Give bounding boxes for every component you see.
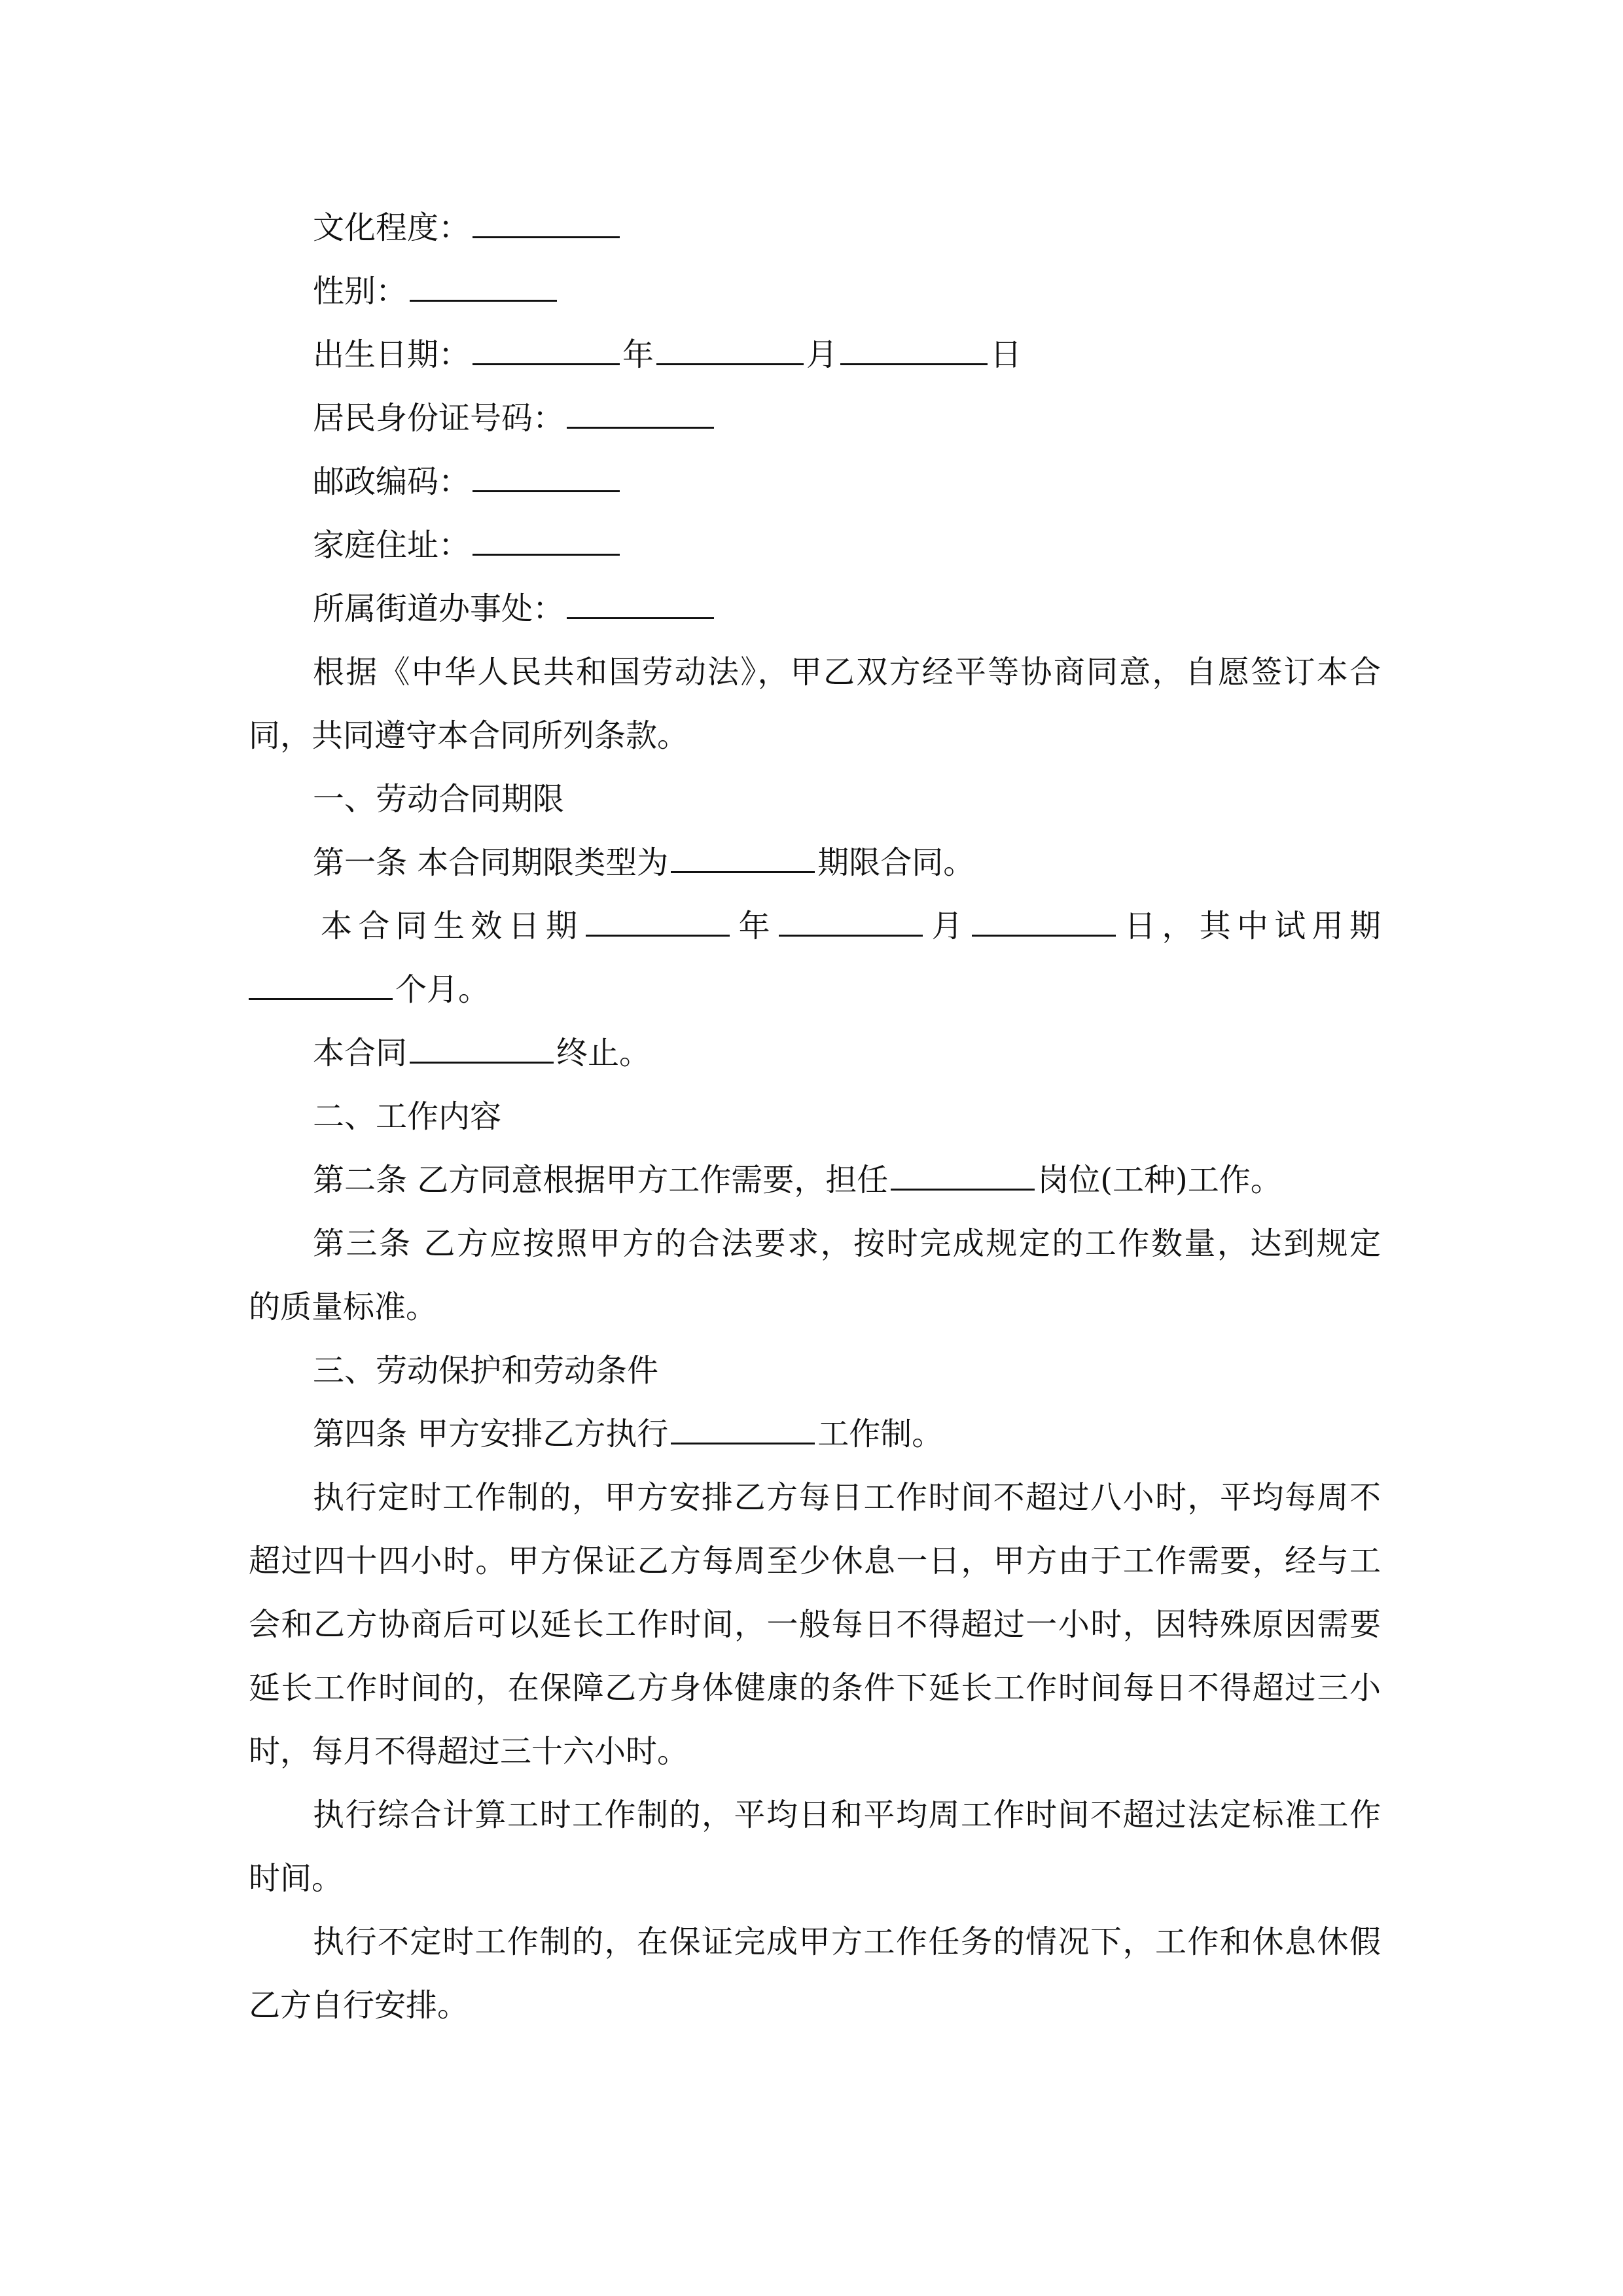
- position-blank[interactable]: [891, 1162, 1035, 1191]
- flexible-hours-line-2: 乙方自行安排。: [249, 1987, 469, 2024]
- work-system-blank[interactable]: [671, 1416, 815, 1444]
- effective-month-blank[interactable]: [779, 908, 923, 937]
- education-blank[interactable]: [473, 210, 620, 238]
- flexible-hours-line-1: 执行不定时工作制的，在保证完成甲方工作任务的情况下，工作和休息休假: [313, 1924, 1381, 1960]
- termination-line: 本合同 终止。: [313, 1035, 651, 1071]
- address-blank[interactable]: [473, 528, 620, 556]
- birth-year-blank[interactable]: [473, 337, 620, 365]
- birth-day-blank[interactable]: [840, 337, 988, 365]
- termination-blank[interactable]: [410, 1035, 554, 1064]
- field-birthdate: 出生日期： 年 月 日: [313, 336, 1022, 373]
- probation-line: 个月。: [249, 958, 1381, 1022]
- field-postcode: 邮政编码：: [249, 450, 1381, 514]
- field-address: 家庭住址：: [249, 514, 1381, 577]
- field-education: 文化程度：: [249, 196, 1381, 260]
- article-3-line-2: 的质量标准。: [249, 1289, 438, 1325]
- fixed-hours-line-2: 超过四十四小时。甲方保证乙方每周至少休息一日，甲方由于工作需要，经与工: [249, 1543, 1381, 1579]
- contract-type-blank[interactable]: [671, 845, 815, 873]
- effective-year-blank[interactable]: [586, 908, 730, 937]
- document-page: [249, 196, 1381, 2037]
- probation-months-blank[interactable]: [249, 972, 393, 1000]
- id-number-blank[interactable]: [567, 401, 714, 429]
- subdistrict-blank[interactable]: [567, 591, 714, 619]
- field-id-number: 居民身份证号码：: [249, 387, 1381, 450]
- fixed-hours-line-3: 会和乙方协商后可以延长工作时间，一般每日不得超过一小时，因特殊原因需要: [249, 1606, 1381, 1643]
- field-gender: 性别：: [249, 260, 1381, 323]
- article-2: 第二条 乙方同意根据甲方工作需要，担任 岗位(工种)工作。: [313, 1162, 1282, 1198]
- article-4: 第四条 甲方安排乙方执行 工作制。: [313, 1416, 944, 1452]
- postcode-blank[interactable]: [473, 464, 620, 492]
- fixed-hours-line-5: 时，每月不得超过三十六小时。: [249, 1733, 689, 1770]
- fixed-hours-line-1: 执行定时工作制的，甲方安排乙方每日工作时间不超过八小时，平均每周不: [313, 1479, 1381, 1516]
- article-1: 第一条 本合同期限类型为 期限合同。: [313, 844, 975, 881]
- section-3-title: 三、劳动保护和劳动条件: [313, 1352, 659, 1389]
- effective-date-line: 本合同生效日期 年 月 日，其中试用期: [321, 908, 1381, 944]
- intro-line-1: 根据《中华人民共和国劳动法》，甲乙双方经平等协商同意，自愿签订本合: [313, 654, 1381, 691]
- birth-month-blank[interactable]: [656, 337, 804, 365]
- section-1-title: 一、劳动合同期限: [313, 781, 565, 817]
- field-subdistrict: 所属街道办事处：: [249, 577, 1381, 641]
- section-2-title: 二、工作内容: [313, 1098, 502, 1135]
- article-3-line-1: 第三条 乙方应按照甲方的合法要求，按时完成规定的工作数量，达到规定: [313, 1225, 1381, 1262]
- fixed-hours-line-4: 延长工作时间的，在保障乙方身体健康的条件下延长工作时间每日不得超过三小: [249, 1670, 1381, 1706]
- gender-blank[interactable]: [410, 274, 557, 302]
- comprehensive-hours-line-1: 执行综合计算工时工作制的，平均日和平均周工作时间不超过法定标准工作: [313, 1797, 1381, 1833]
- intro-line-2: 同，共同遵守本合同所列条款。: [249, 717, 689, 754]
- effective-day-blank[interactable]: [972, 908, 1116, 937]
- comprehensive-hours-line-2: 时间。: [249, 1860, 344, 1897]
